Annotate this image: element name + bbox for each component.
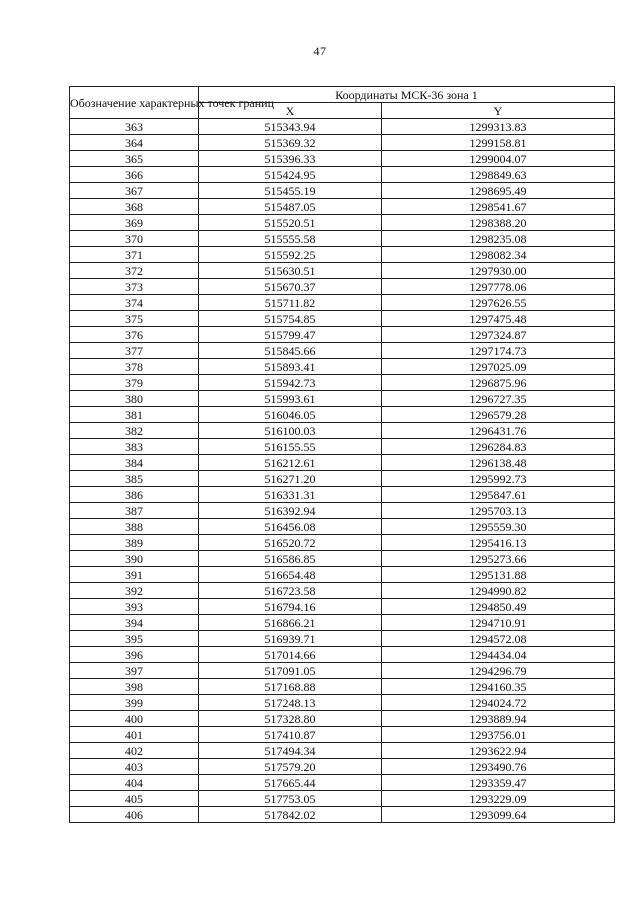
x-coordinate-cell: 516939.71	[199, 631, 382, 647]
x-coordinate-cell: 516046.05	[199, 407, 382, 423]
y-coordinate-cell: 1296875.96	[382, 375, 615, 391]
point-id-cell: 387	[70, 503, 199, 519]
table-row	[70, 519, 615, 535]
point-id-cell: 367	[70, 183, 199, 199]
header-point-designation: Обозначение характерных точек границ	[70, 87, 199, 119]
point-id-cell: 376	[70, 327, 199, 343]
point-id-cell: 396	[70, 647, 199, 663]
x-coordinate-cell: 517579.20	[199, 759, 382, 775]
point-id-cell: 370	[70, 231, 199, 247]
table-row	[70, 791, 615, 807]
y-coordinate-cell: 1294850.49	[382, 599, 615, 615]
point-id-cell: 386	[70, 487, 199, 503]
x-coordinate-cell: 516866.21	[199, 615, 382, 631]
table-row	[70, 647, 615, 663]
point-id-cell: 397	[70, 663, 199, 679]
y-coordinate-cell: 1296727.35	[382, 391, 615, 407]
point-id-cell: 377	[70, 343, 199, 359]
point-id-cell: 378	[70, 359, 199, 375]
x-coordinate-cell: 517842.02	[199, 807, 382, 823]
x-coordinate-cell: 516100.03	[199, 423, 382, 439]
table-row	[70, 279, 615, 295]
x-coordinate-cell: 517168.88	[199, 679, 382, 695]
header-coordinates-title: Координаты МСК-36 зона 1	[199, 87, 615, 103]
table-row	[70, 455, 615, 471]
table-row	[70, 471, 615, 487]
point-id-cell: 403	[70, 759, 199, 775]
x-coordinate-cell: 517091.05	[199, 663, 382, 679]
x-coordinate-cell: 515893.41	[199, 359, 382, 375]
table-row	[70, 135, 615, 151]
table-row	[70, 423, 615, 439]
x-coordinate-cell: 515630.51	[199, 263, 382, 279]
point-id-cell: 374	[70, 295, 199, 311]
table-row	[70, 391, 615, 407]
table-row	[70, 119, 615, 135]
y-coordinate-cell: 1293490.76	[382, 759, 615, 775]
y-coordinate-cell: 1294160.35	[382, 679, 615, 695]
y-coordinate-cell: 1297174.73	[382, 343, 615, 359]
y-coordinate-cell: 1294710.91	[382, 615, 615, 631]
y-coordinate-cell: 1295992.73	[382, 471, 615, 487]
table-row	[70, 727, 615, 743]
x-coordinate-cell: 516212.61	[199, 455, 382, 471]
point-id-cell: 372	[70, 263, 199, 279]
table-row	[70, 535, 615, 551]
table-row	[70, 263, 615, 279]
header-y: Y	[382, 103, 615, 119]
x-coordinate-cell: 517248.13	[199, 695, 382, 711]
x-coordinate-cell: 516723.58	[199, 583, 382, 599]
x-coordinate-cell: 515670.37	[199, 279, 382, 295]
point-id-cell: 366	[70, 167, 199, 183]
y-coordinate-cell: 1295847.61	[382, 487, 615, 503]
y-coordinate-cell: 1293756.01	[382, 727, 615, 743]
point-id-cell: 379	[70, 375, 199, 391]
y-coordinate-cell: 1298849.63	[382, 167, 615, 183]
y-coordinate-cell: 1295703.13	[382, 503, 615, 519]
point-id-cell: 393	[70, 599, 199, 615]
x-coordinate-cell: 516456.08	[199, 519, 382, 535]
y-coordinate-cell: 1299004.07	[382, 151, 615, 167]
point-id-cell: 371	[70, 247, 199, 263]
table-row	[70, 311, 615, 327]
table-row	[70, 743, 615, 759]
table-row	[70, 679, 615, 695]
x-coordinate-cell: 516586.85	[199, 551, 382, 567]
point-id-cell: 382	[70, 423, 199, 439]
x-coordinate-cell: 515455.19	[199, 183, 382, 199]
x-coordinate-cell: 515487.05	[199, 199, 382, 215]
y-coordinate-cell: 1293889.94	[382, 711, 615, 727]
point-id-cell: 385	[70, 471, 199, 487]
point-id-cell: 368	[70, 199, 199, 215]
y-coordinate-cell: 1297626.55	[382, 295, 615, 311]
y-coordinate-cell: 1294572.08	[382, 631, 615, 647]
table-row	[70, 599, 615, 615]
table-row	[70, 247, 615, 263]
x-coordinate-cell: 516794.16	[199, 599, 382, 615]
x-coordinate-cell: 516654.48	[199, 567, 382, 583]
x-coordinate-cell: 516392.94	[199, 503, 382, 519]
x-coordinate-cell: 515942.73	[199, 375, 382, 391]
table-row	[70, 327, 615, 343]
table-row	[70, 503, 615, 519]
y-coordinate-cell: 1298082.34	[382, 247, 615, 263]
point-id-cell: 365	[70, 151, 199, 167]
table-row	[70, 631, 615, 647]
point-id-cell: 364	[70, 135, 199, 151]
coordinates-table	[69, 86, 615, 823]
x-coordinate-cell: 517665.44	[199, 775, 382, 791]
point-id-cell: 369	[70, 215, 199, 231]
point-id-cell: 398	[70, 679, 199, 695]
x-coordinate-cell: 517014.66	[199, 647, 382, 663]
point-id-cell: 400	[70, 711, 199, 727]
y-coordinate-cell: 1299313.83	[382, 119, 615, 135]
y-coordinate-cell: 1293622.94	[382, 743, 615, 759]
x-coordinate-cell: 516271.20	[199, 471, 382, 487]
x-coordinate-cell: 515424.95	[199, 167, 382, 183]
x-coordinate-cell: 517410.87	[199, 727, 382, 743]
y-coordinate-cell: 1293359.47	[382, 775, 615, 791]
point-id-cell: 388	[70, 519, 199, 535]
point-id-cell: 394	[70, 615, 199, 631]
y-coordinate-cell: 1296284.83	[382, 439, 615, 455]
y-coordinate-cell: 1297025.09	[382, 359, 615, 375]
table-row	[70, 183, 615, 199]
y-coordinate-cell: 1294296.79	[382, 663, 615, 679]
x-coordinate-cell: 515845.66	[199, 343, 382, 359]
x-coordinate-cell: 515369.32	[199, 135, 382, 151]
point-id-cell: 404	[70, 775, 199, 791]
table-row	[70, 775, 615, 791]
point-id-cell: 395	[70, 631, 199, 647]
x-coordinate-cell: 516155.55	[199, 439, 382, 455]
point-id-cell: 381	[70, 407, 199, 423]
point-id-cell: 383	[70, 439, 199, 455]
x-coordinate-cell: 517753.05	[199, 791, 382, 807]
table-row	[70, 583, 615, 599]
y-coordinate-cell: 1297778.06	[382, 279, 615, 295]
y-coordinate-cell: 1296431.76	[382, 423, 615, 439]
x-coordinate-cell: 517328.80	[199, 711, 382, 727]
table-row	[70, 375, 615, 391]
table-row	[70, 215, 615, 231]
y-coordinate-cell: 1293229.09	[382, 791, 615, 807]
y-coordinate-cell: 1298541.67	[382, 199, 615, 215]
x-coordinate-cell: 515993.61	[199, 391, 382, 407]
point-id-cell: 380	[70, 391, 199, 407]
y-coordinate-cell: 1297324.87	[382, 327, 615, 343]
page-number: 47	[313, 44, 327, 58]
table-row	[70, 551, 615, 567]
y-coordinate-cell: 1297930.00	[382, 263, 615, 279]
point-id-cell: 391	[70, 567, 199, 583]
table-row	[70, 343, 615, 359]
table-row	[70, 663, 615, 679]
y-coordinate-cell: 1299158.81	[382, 135, 615, 151]
table-row	[70, 759, 615, 775]
y-coordinate-cell: 1296138.48	[382, 455, 615, 471]
table-row	[70, 711, 615, 727]
point-id-cell: 363	[70, 119, 199, 135]
y-coordinate-cell: 1294434.04	[382, 647, 615, 663]
point-id-cell: 406	[70, 807, 199, 823]
y-coordinate-cell: 1295559.30	[382, 519, 615, 535]
header-x: X	[199, 103, 382, 119]
x-coordinate-cell: 515754.85	[199, 311, 382, 327]
table-row	[70, 615, 615, 631]
x-coordinate-cell: 515711.82	[199, 295, 382, 311]
table-row	[70, 567, 615, 583]
point-id-cell: 375	[70, 311, 199, 327]
x-coordinate-cell: 516331.31	[199, 487, 382, 503]
point-id-cell: 392	[70, 583, 199, 599]
point-id-cell: 405	[70, 791, 199, 807]
point-id-cell: 384	[70, 455, 199, 471]
table-row	[70, 807, 615, 823]
x-coordinate-cell: 515592.25	[199, 247, 382, 263]
x-coordinate-cell: 515799.47	[199, 327, 382, 343]
x-coordinate-cell: 516520.72	[199, 535, 382, 551]
y-coordinate-cell: 1297475.48	[382, 311, 615, 327]
y-coordinate-cell: 1294024.72	[382, 695, 615, 711]
table-row	[70, 487, 615, 503]
point-id-cell: 389	[70, 535, 199, 551]
x-coordinate-cell: 515555.58	[199, 231, 382, 247]
point-id-cell: 399	[70, 695, 199, 711]
y-coordinate-cell: 1295416.13	[382, 535, 615, 551]
y-coordinate-cell: 1298695.49	[382, 183, 615, 199]
y-coordinate-cell: 1294990.82	[382, 583, 615, 599]
y-coordinate-cell: 1295131.88	[382, 567, 615, 583]
point-id-cell: 390	[70, 551, 199, 567]
table-row	[70, 439, 615, 455]
y-coordinate-cell: 1296579.28	[382, 407, 615, 423]
y-coordinate-cell: 1295273.66	[382, 551, 615, 567]
x-coordinate-cell: 515520.51	[199, 215, 382, 231]
y-coordinate-cell: 1298235.08	[382, 231, 615, 247]
table-row	[70, 167, 615, 183]
table-row	[70, 231, 615, 247]
table-row	[70, 695, 615, 711]
table-row	[70, 151, 615, 167]
point-id-cell: 401	[70, 727, 199, 743]
y-coordinate-cell: 1293099.64	[382, 807, 615, 823]
x-coordinate-cell: 517494.34	[199, 743, 382, 759]
table-row	[70, 407, 615, 423]
table-row	[70, 199, 615, 215]
table-row	[70, 295, 615, 311]
x-coordinate-cell: 515396.33	[199, 151, 382, 167]
table-body	[70, 119, 615, 823]
point-id-cell: 402	[70, 743, 199, 759]
x-coordinate-cell: 515343.94	[199, 119, 382, 135]
point-id-cell: 373	[70, 279, 199, 295]
y-coordinate-cell: 1298388.20	[382, 215, 615, 231]
table-row	[70, 359, 615, 375]
